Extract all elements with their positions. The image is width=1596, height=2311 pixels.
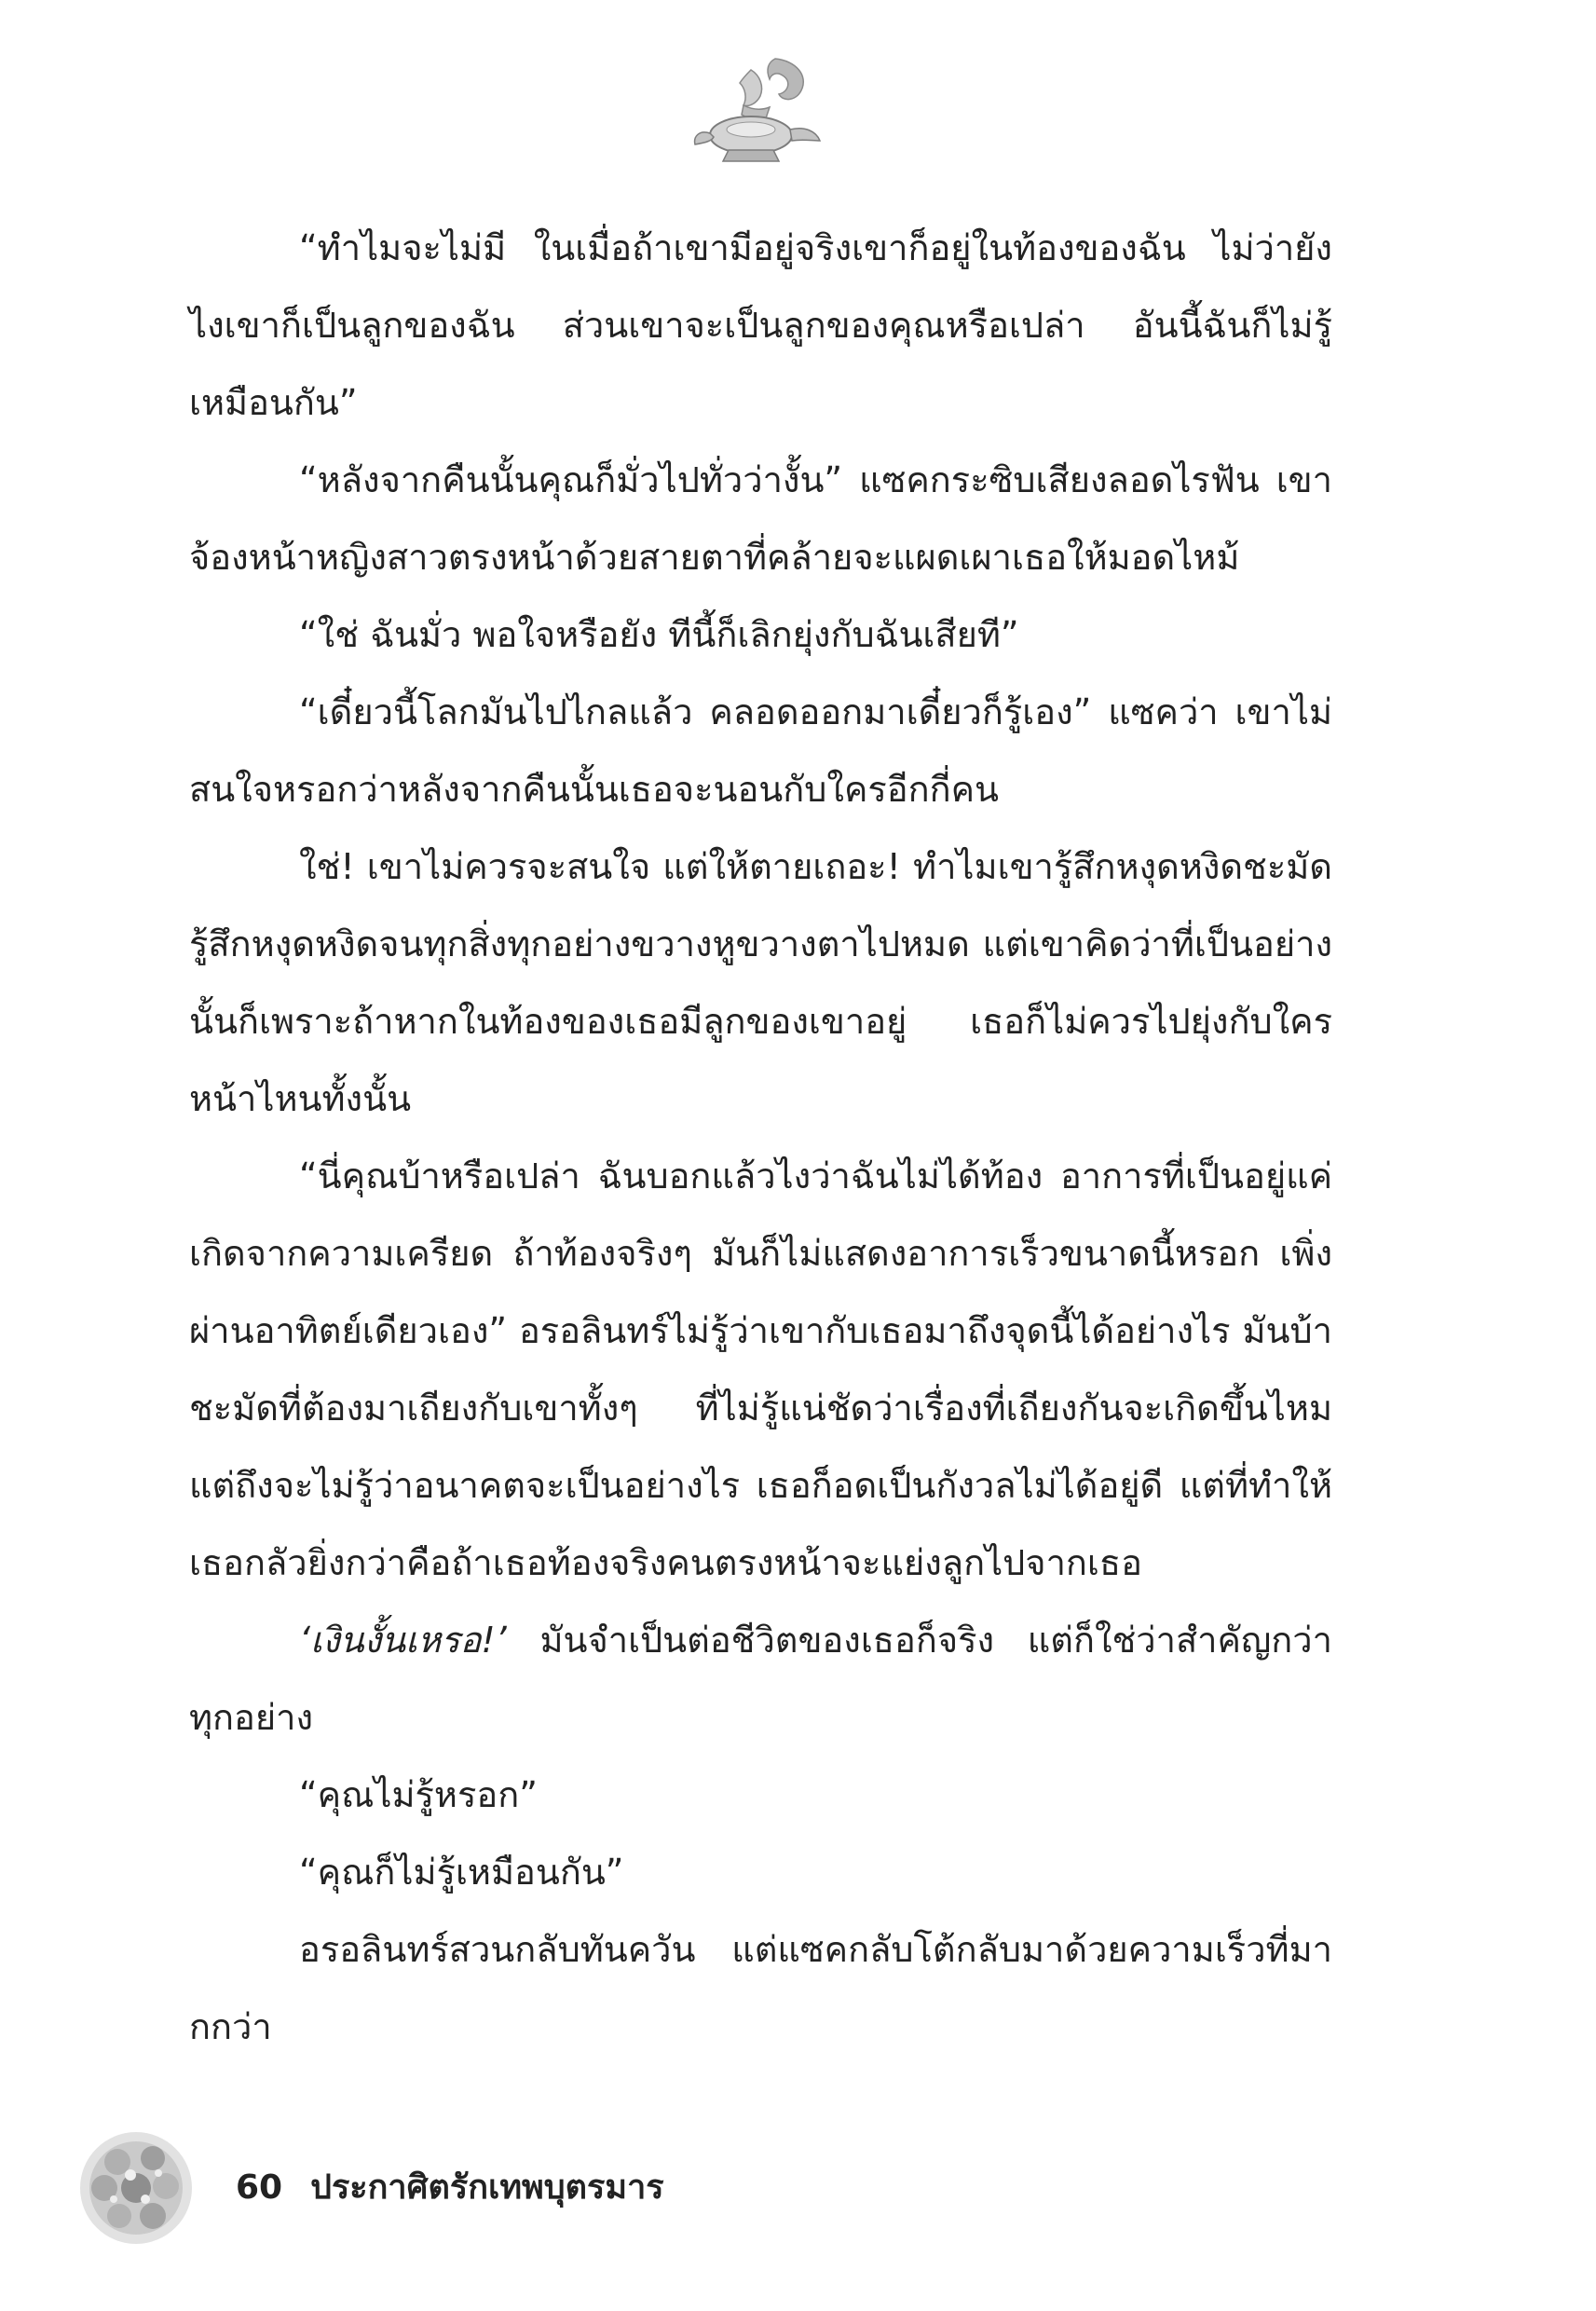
paragraph: อรอลินทร์สวนกลับทันควัน แต่แซคกลับโต้กลับมาด้วยความเร็วที่มากกว่า [189,1929,1332,2047]
paragraph-italic-lead [189,1602,1332,1757]
paragraph-rest: มันจำเป็นต่อชีวิตของเธอก็จริง แต่ก็ใช่ว่าสำคัญกว่าทุกอย่าง [189,1620,1332,1738]
paragraph: “ทำไมจะไม่มี ในเมื่อถ้าเขามีอยู่จริงเขาก็อยู่ในท้องของฉัน ไม่ว่ายังไงเขาก็เป็นลูกของฉัน ส่วนเขาจะเป็นลูกของคุณหรือเปล่า อันนี้ฉันก็ไม่รู้เหมือนกัน” [189,227,1332,423]
body-text [189,210,1332,2066]
paragraph: “เดี๋ยวนี้โลกมันไปไกลแล้ว คลอดออกมาเดี๋ยวก็รู้เอง” แซคว่า เขาไม่สนใจหรอกว่าหลังจากคืนนั้นเธอจะนอนกับใครอีกกี่คน [189,691,1332,810]
book-title: ประกาศิตรักเทพบุตรมาร [310,2168,664,2207]
italic-thought: ‘เงินงั้นเหรอ!’ [299,1620,507,1661]
paragraph: “ใช่ ฉันมั่ว พอใจหรือยัง ทีนี้ก็เลิกยุ่งกับฉันเสียที” [299,614,1019,655]
page-footer [73,2125,725,2255]
footer-line [236,2160,664,2216]
paragraph: “คุณไม่รู้หรอก” [299,1774,538,1815]
page-number: 60 [236,2168,283,2207]
paragraph: ใช่! เขาไม่ควรจะสนใจ แต่ให้ตายเถอะ! ทำไมเขารู้สึกหงุดหงิดชะมัด รู้สึกหงุดหงิดจนทุกสิ่งทุกอย่างขวางหูขวางตาไปหมด แต่เขาคิดว่าที่เป็นอย่างนั้นก็เพราะถ้าหากในท้องของเธอมีลูกของเขาอยู่ เธอก็ไม่ควรไปยุ่งกับใครหน้าไหนทั้งนั้น [189,846,1332,1119]
flower-ornament-icon [73,2125,199,2251]
paragraph: “หลังจากคืนนั้นคุณก็มั่วไปทั่วว่างั้น” แซคกระซิบเสียงลอดไรฟัน เขาจ้องหน้าหญิงสาวตรงหน้าด้วยสายตาที่คล้ายจะแผดเผาเธอให้มอดไหม้ [189,459,1332,578]
paragraph: “คุณก็ไม่รู้เหมือนกัน” [299,1852,624,1893]
paragraph: “นี่คุณบ้าหรือเปล่า ฉันบอกแล้วไงว่าฉันไม่ได้ท้อง อาการที่เป็นอยู่แค่เกิดจากความเครียด ถ้าท้องจริงๆ มันก็ไม่แสดงอาการเร็วขนาดนี้หรอก เพิ่งผ่านอาทิตย์เดียวเอง” อรอลินทร์ไม่รู้ว่าเขากับเธอมาถึงจุดนี้ได้อย่างไร มันบ้าชะมัดที่ต้องมาเถียงกับเขาทั้งๆ ที่ไม่รู้แน่ชัดว่าเรื่องที่เถียงกันจะเกิดขึ้นไหม แต่ถึงจะไม่รู้ว่าอนาคตจะเป็นอย่างไร เธอก็อดเป็นกังวลไม่ได้อยู่ดี แต่ที่ทำให้เธอกลัวยิ่งกว่าคือถ้าเธอท้องจริงคนตรงหน้าจะแย่งลูกไปจากเธอ [189,1156,1332,1583]
genie-lamp-emblem-icon [686,51,825,172]
